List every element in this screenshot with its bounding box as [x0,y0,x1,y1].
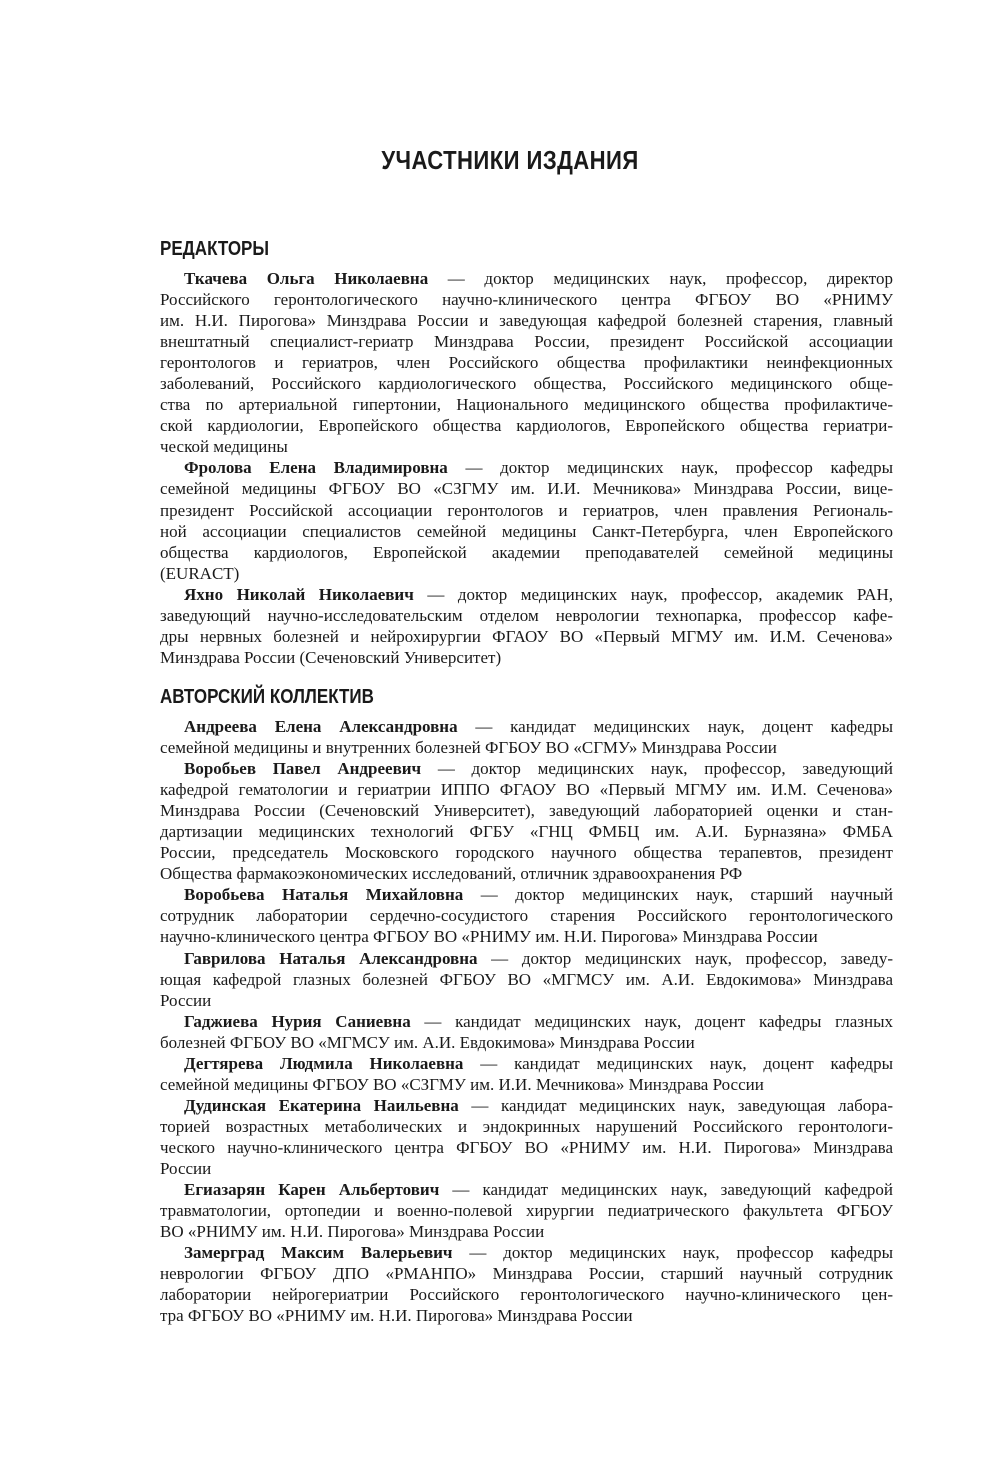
contributor-description: геронтологов и гериатров, член Российского общества профилактики неинфекционных [160,353,893,373]
text-line [160,779,893,800]
text-line [160,716,893,737]
contributor-entry [160,268,893,457]
contributor-description: неврологии ФГБОУ ДПО «РМАНПО» Минздрава России, старший научный сотрудник [160,1264,893,1284]
text-line [160,584,893,605]
text-line [160,800,893,821]
contributor-entry [160,1053,893,1095]
text-line [160,737,893,758]
contributor-description: — доктор медицинских наук, профессор, заведующий [421,759,893,779]
text-line [160,1263,893,1284]
text-line [160,1053,893,1074]
contributor-description: — доктор медицинских наук, профессор кафедры [452,1243,893,1263]
text-line [160,948,893,969]
contributor-name: Андреева Елена Александровна [184,717,458,736]
contributor-description: ской кардиологии, Европейского общества кардиологов, Европейского общества гериатри- [160,416,893,436]
text-line [160,1305,893,1326]
contributor-description: — кандидат медицинских наук, заведующая лабора- [458,1095,893,1115]
contributor-description: торией возрастных метаболических и эндокринных нарушений Российского геронтологи- [160,1116,893,1136]
contributor-description: России [160,1158,212,1178]
contributor-description: — кандидат медицинских наук, доцент кафедры [463,1053,893,1073]
contributor-description: — кандидат медицинских наук, заведующий кафедрой [439,1180,893,1200]
contributor-entry [160,1179,893,1242]
contributor-name: Гаджиева Нурия Саниевна [184,1011,411,1031]
section-heading-authors: АВТОРСКИЙ КОЛЛЕКТИВ [160,686,374,708]
text-line [160,1074,893,1095]
text-line [160,1221,893,1242]
text-line [160,373,893,394]
contributor-description: им. Н.И. Пирогова» Минздрава России и заведующая кафедрой болезней старения, главный [160,311,893,331]
contributor-description: России, председатель Московского городского научного общества терапевтов, президент [160,843,893,863]
text-line [160,863,893,884]
text-line [160,821,893,842]
text-line [160,1032,893,1053]
contributor-description: сотрудник лаборатории сердечно-сосудистого старения Российского геронтологического [160,906,893,926]
text-line [160,884,893,905]
contributor-description: — кандидат медицинских наук, доцент кафедры глазных [410,1011,894,1031]
contributor-description: кафедрой гематологии и гериатрии ИППО ФГАОУ ВО «Первый МГМУ им. И.М. Сеченова» [160,780,893,800]
text-line [160,969,893,990]
contributor-description: заболеваний, Российского кардиологического общества, Российского медицинского обще- [160,374,893,394]
text-line [160,758,893,779]
contributor-description: дры нервных болезней и нейрохирургии ФГАОУ ВО «Первый МГМУ им. И.М. Сеченова» [160,626,893,646]
text-line [160,1116,893,1137]
contributor-entry [160,457,893,583]
text-line [160,1011,893,1032]
contributor-entry [160,948,893,1011]
text-line [160,926,893,947]
contributor-description: — кандидат медицинских наук, доцент кафедры [457,717,894,736]
section-heading-editors: РЕДАКТОРЫ [160,238,270,260]
contributor-description: Минздрава России (Сеченовский Университет) [160,647,502,667]
contributor-description: дартизации медицинских технологий ФГБУ «ГНЦ ФМБЦ им. А.И. Бурназяна» ФМБА [160,822,893,842]
text-line [160,436,893,457]
page-title: УЧАСТНИКИ ИЗДАНИЯ [381,145,639,175]
contributor-description: семейной медицины ФГБОУ ВО «СЗГМУ им. И.И. Мечникова» Минздрава России, вице- [160,479,893,499]
editors-list [160,268,893,668]
text-line [160,905,893,926]
authors-list [160,716,893,1326]
contributor-entry [160,1095,893,1179]
contributor-description: Общества фармакоэкономических исследований, отличник здравоохранения РФ [160,864,743,884]
text-line [160,990,893,1011]
contributor-entry [160,884,893,947]
text-line [160,1158,893,1179]
text-line [160,842,893,863]
text-line [160,1242,893,1263]
contributor-name: Ткачева Ольга Николаевна [184,269,429,288]
text-line [160,352,893,373]
text-line [160,1284,893,1305]
contributor-description: — доктор медицинских наук, профессор, академик РАН, [413,584,894,604]
contributor-description: научно-клинического центра ФГБОУ ВО «РНИМУ им. Н.И. Пирогова» Минздрава России [160,927,818,947]
contributor-description: ства по артериальной гипертонии, Национального медицинского общества профилактиче- [160,395,893,415]
contributor-description: Минздрава России (Сеченовский Университет), заведующий лабораторией оценки и стан- [160,801,893,821]
contributor-description: ческой медицины [160,437,288,457]
text-line [160,626,893,647]
contributor-description: лаборатории нейрогериатрии Российского геронтологического научно-клинического цен- [160,1285,893,1305]
text-line [160,647,893,668]
contributor-description: ческого научно-клинического центра ФГБОУ ВО «РНИМУ им. Н.И. Пирогова» Минздрава [160,1137,893,1157]
contributor-entry [160,1242,893,1326]
contributor-description: заведующий научно-исследовательским отделом неврологии технопарка, профессор кафе- [160,605,893,625]
text-line [160,1095,893,1116]
contributor-description: внештатный специалист-гериатр Минздрава России, президент Российской ассоциации [160,332,893,352]
contributor-description: общества кардиологов, Европейской академии преподавателей семейной медицины [160,542,893,562]
contributor-name: Воробьев Павел Андреевич [184,759,422,779]
contributor-description: — доктор медицинских наук, старший научный [463,885,893,905]
text-line [160,457,893,478]
text-line [160,289,893,310]
contributor-description: болезней ФГБОУ ВО «МГМСУ им. А.И. Евдокимова» Минздрава России [160,1032,695,1052]
contributor-description: — доктор медицинских наук, профессор кафедры [447,458,894,478]
text-line [160,310,893,331]
contributor-name: Дегтярева Людмила Николаевна [184,1053,464,1073]
text-line [160,500,893,521]
contributor-description: (EURACT) [160,563,240,583]
contributor-name: Дудинская Екатерина Наильевна [184,1095,459,1115]
contributor-name: Замерград Максим Валерьевич [184,1243,453,1263]
contributor-description: — доктор медицинских наук, профессор, заведу- [477,948,893,968]
contributor-description: ющая кафедрой глазных болезней ФГБОУ ВО «МГМСУ им. А.И. Евдокимова» Минздрава [160,969,893,989]
contributor-name: Гаврилова Наталья Александровна [184,948,478,968]
text-line [160,478,893,499]
contributor-name: Воробьева Наталья Михайловна [184,885,464,905]
text-line [160,563,893,584]
contributor-entry [160,584,893,668]
contributor-description: президент Российской ассоциации геронтологов и гериатров, член правления Региональ- [160,500,893,520]
contributor-description: травматологии, ортопедии и военно-полевой хирургии педиатрического факультета ФГБОУ [160,1201,893,1221]
contributor-entry [160,716,893,758]
text-line [160,1179,893,1200]
text-line [160,415,893,436]
text-line [160,394,893,415]
contributor-description: Российского геронтологического научно-клинического центра ФГБОУ ВО «РНИМУ [160,290,893,310]
contributor-description: — доктор медицинских наук, профессор, директор [428,269,894,288]
text-line [160,331,893,352]
contributor-description: семейной медицины и внутренних болезней ФГБОУ ВО «СГМУ» Минздрава России [160,738,777,758]
contributor-entry [160,1011,893,1053]
text-line [160,542,893,563]
text-line [160,1200,893,1221]
contributor-description: ВО «РНИМУ им. Н.И. Пирогова» Минздрава России [160,1222,545,1242]
contributor-entry [160,758,893,884]
contributor-description: ной ассоциации специалистов семейной медицины Санкт-Петербурга, член Европейского [160,521,893,541]
text-line [160,268,893,289]
contributor-description: тра ФГБОУ ВО «РНИМУ им. Н.И. Пирогова» Минздрава России [160,1306,633,1326]
text-line [160,1137,893,1158]
text-line [160,605,893,626]
contributor-description: семейной медицины ФГБОУ ВО «СЗГМУ им. И.И. Мечникова» Минздрава России [160,1074,764,1094]
contributor-name: Фролова Елена Владимировна [184,458,448,478]
text-line [160,521,893,542]
contributor-name: Яхно Николай Николаевич [184,584,414,604]
contributor-name: Егиазарян Карен Альбертович [184,1180,440,1200]
contributor-description: России [160,990,212,1010]
